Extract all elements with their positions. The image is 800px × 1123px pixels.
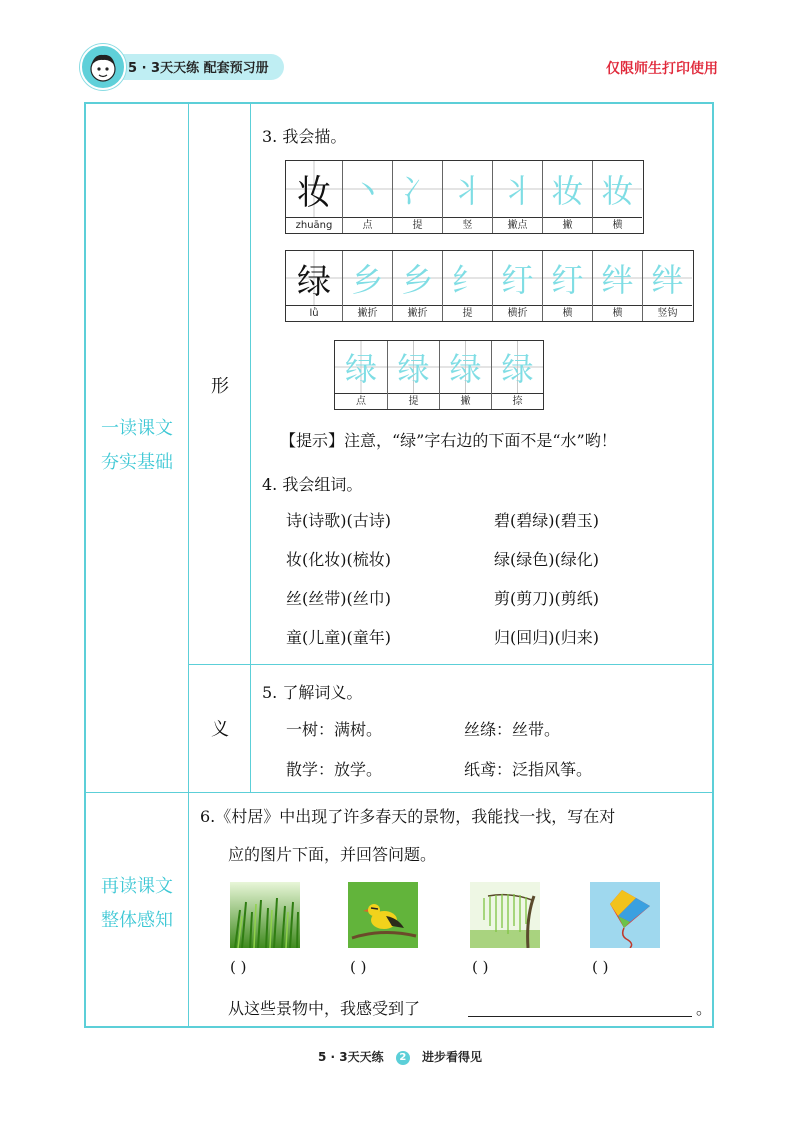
grid-cell: 纡 横 <box>542 251 592 321</box>
q4-word-right-3: 剪(剪刀)(剪纸) <box>494 589 599 608</box>
grid-cell: 冫 提 <box>392 161 442 233</box>
answer-blank-4[interactable]: ( ) <box>592 958 609 976</box>
form-label: 形 <box>211 376 229 397</box>
grid-cell: 绿 点 <box>335 341 387 409</box>
grass-photo <box>230 882 300 948</box>
q4-word-right-1: 碧(碧绿)(碧玉) <box>494 511 599 530</box>
column-divider-2 <box>250 102 251 792</box>
grid-cell: 绿 提 <box>387 341 439 409</box>
grid-cell: 丶 点 <box>342 161 392 233</box>
q5-def-left-1: 一树：满树。 <box>286 720 383 739</box>
footer-right: 进步看得见 <box>421 1050 482 1064</box>
q6-line1: 6.《村居》中出现了许多春天的景物，我能找一找，写在对 <box>200 807 616 826</box>
grid-cell: 妆 横 <box>592 161 642 233</box>
row-divider-form-meaning <box>188 664 714 665</box>
q6-line2: 应的图片下面，并回答问题。 <box>228 845 437 864</box>
q5-def-right-2: 纸鸢：泛指风筝。 <box>464 760 593 779</box>
tracing-grid-lv <box>285 250 694 322</box>
grid-cell: 丬 竖 <box>442 161 492 233</box>
footer-left: 5 · 3天天练 <box>317 1050 384 1064</box>
q6-closing-suffix: 。 <box>696 999 713 1018</box>
grid-cell: 纡 横折 <box>492 251 542 321</box>
q3-title: 3. 我会描。 <box>262 127 347 146</box>
row-divider-sections <box>84 792 714 793</box>
q5-def-left-2: 散学：放学。 <box>286 760 383 779</box>
tracing-grid-lv-2 <box>334 340 544 410</box>
q4-word-left-3: 丝(丝带)(丝巾) <box>286 589 391 608</box>
q4-word-left-1: 诗(诗歌)(古诗) <box>286 511 391 530</box>
grid-cell: 纟 提 <box>442 251 492 321</box>
grid-cell: 绊 竖钩 <box>642 251 692 321</box>
page-number: 2 <box>396 1051 410 1065</box>
oriole-photo <box>348 882 418 948</box>
page-footer <box>0 1048 800 1065</box>
book-title: 5 · 3天天练 配套预习册 <box>128 61 269 76</box>
q6-closing-prefix: 从这些景物中，我感受到了 <box>228 999 421 1018</box>
q4-word-left-2: 妆(化妆)(梳妆) <box>286 550 391 569</box>
grid-main-cell: 绿 lǜ <box>286 251 342 321</box>
grid-cell: 绿 捺 <box>491 341 543 409</box>
answer-blank-2[interactable]: ( ) <box>350 958 367 976</box>
grid-cell: 乡 撇折 <box>342 251 392 321</box>
grid-main-cell: 妆 zhuāng <box>286 161 342 233</box>
meaning-label: 义 <box>211 719 229 740</box>
grid-cell: 绿 撇 <box>439 341 491 409</box>
grid-cell: 妆 撇 <box>542 161 592 233</box>
answer-line[interactable] <box>468 1016 692 1017</box>
q5-title: 5. 了解词义。 <box>262 683 363 702</box>
grid-cell: 乡 撇折 <box>392 251 442 321</box>
mascot-logo-icon <box>80 44 126 90</box>
q4-word-left-4: 童(儿童)(童年) <box>286 628 391 647</box>
tracing-grid-zhuang <box>285 160 644 234</box>
grid-cell: 丬 撇点 <box>492 161 542 233</box>
q3-tip: 【提示】注意，“绿”字右边的下面不是“水”哟！ <box>280 431 617 450</box>
q4-title: 4. 我会组词。 <box>262 475 363 494</box>
grid-cell: 绊 横 <box>592 251 642 321</box>
answer-blank-1[interactable]: ( ) <box>230 958 247 976</box>
section2-label: 再读课文 整体感知 <box>101 876 173 931</box>
answer-blank-3[interactable]: ( ) <box>472 958 489 976</box>
q5-def-right-1: 丝绦：丝带。 <box>464 720 561 739</box>
section1-label: 一读课文 夯实基础 <box>101 418 173 473</box>
q4-word-right-4: 归(回归)(归来) <box>494 628 599 647</box>
q4-word-right-2: 绿(绿色)(绿化) <box>494 550 599 569</box>
willow-photo <box>470 882 540 948</box>
kite-photo <box>590 882 660 948</box>
print-notice: 仅限师生打印使用 <box>606 61 718 77</box>
